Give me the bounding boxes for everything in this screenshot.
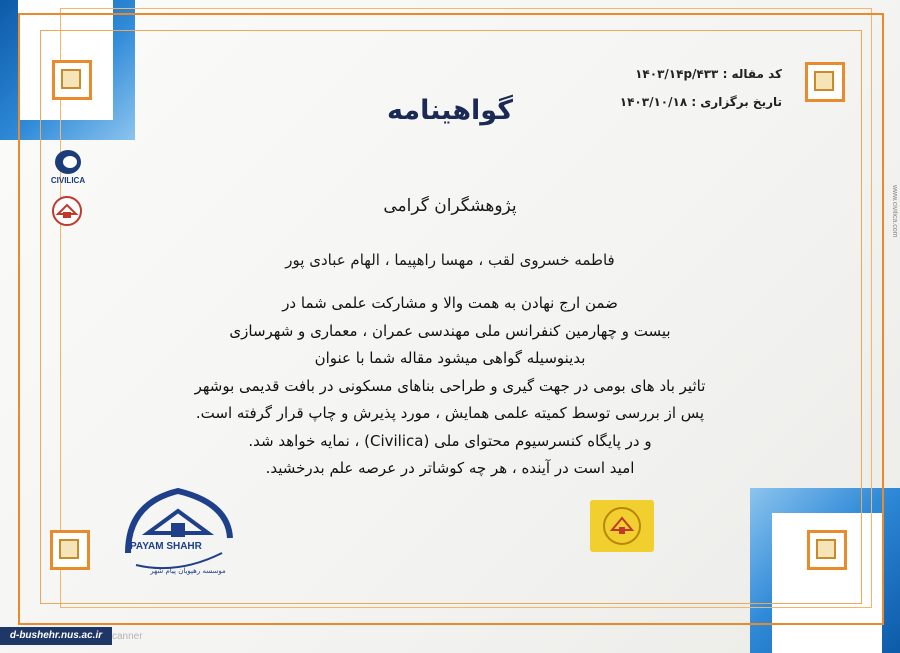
body-line: امید است در آینده ، هر چه کوشاتر در عرصه علم بدرخشید. [265,459,635,477]
corner-square-ornament [52,60,92,100]
article-code-row [620,60,782,88]
corner-square-ornament [807,530,847,570]
article-code-value: ۱۴۰۳/۱۴p/۴۳۳ [635,67,719,81]
event-date-label: تاریخ برگزاری : [691,95,782,109]
corner-square-ornament [50,530,90,570]
civilica-logo [46,150,90,185]
institute-caption: موسسه رهپویان پیام شهر [150,567,226,575]
certificate-title: گواهینامه [387,95,513,126]
scanner-watermark: canner [112,631,143,642]
hologram-stamp-icon [590,500,654,552]
payam-shahr-logo-text: PAYAM SHAHR [130,541,202,552]
article-code-label: کد مقاله : [722,67,782,81]
body-line: ضمن ارج نهادن به همت والا و مشارکت علمی شما در [282,294,618,312]
author-names: فاطمه خسروی لقب ، مهسا راهپیما ، الهام عبادی پور [285,251,615,269]
body-line: و در پایگاه کنسرسیوم محتوای ملی (Civilica) ، نمایه خواهد شد. [248,431,652,450]
event-date-value: ۱۴۰۳/۱۰/۱۸ [619,95,688,109]
body-line: بدینوسیله گواهی میشود مقاله شما با عنوان [314,349,586,367]
body-line: بیست و چهارمین کنفرانس ملی مهندسی عمران ، معماری و شهرسازی [229,321,671,340]
body-line: پس از بررسی توسط کمیته علمی همایش ، مورد پذیرش و چاپ قرار گرفته است. [195,404,705,422]
body-line: تاثیر باد های بومی در جهت گیری و طراحی بناهای مسکونی در بافت قدیمی بوشهر [194,376,706,395]
salutation: پژوهشگران گرامی [383,196,517,216]
certificate-body [180,290,720,483]
civilica-icon [55,150,81,174]
civilica-logo-text: CIVILICA [50,176,86,185]
side-caption: www.civilica.com [891,185,898,238]
payam-shahr-logo [118,483,238,578]
site-url-tag: d-bushehr.nus.ac.ir [0,627,112,645]
